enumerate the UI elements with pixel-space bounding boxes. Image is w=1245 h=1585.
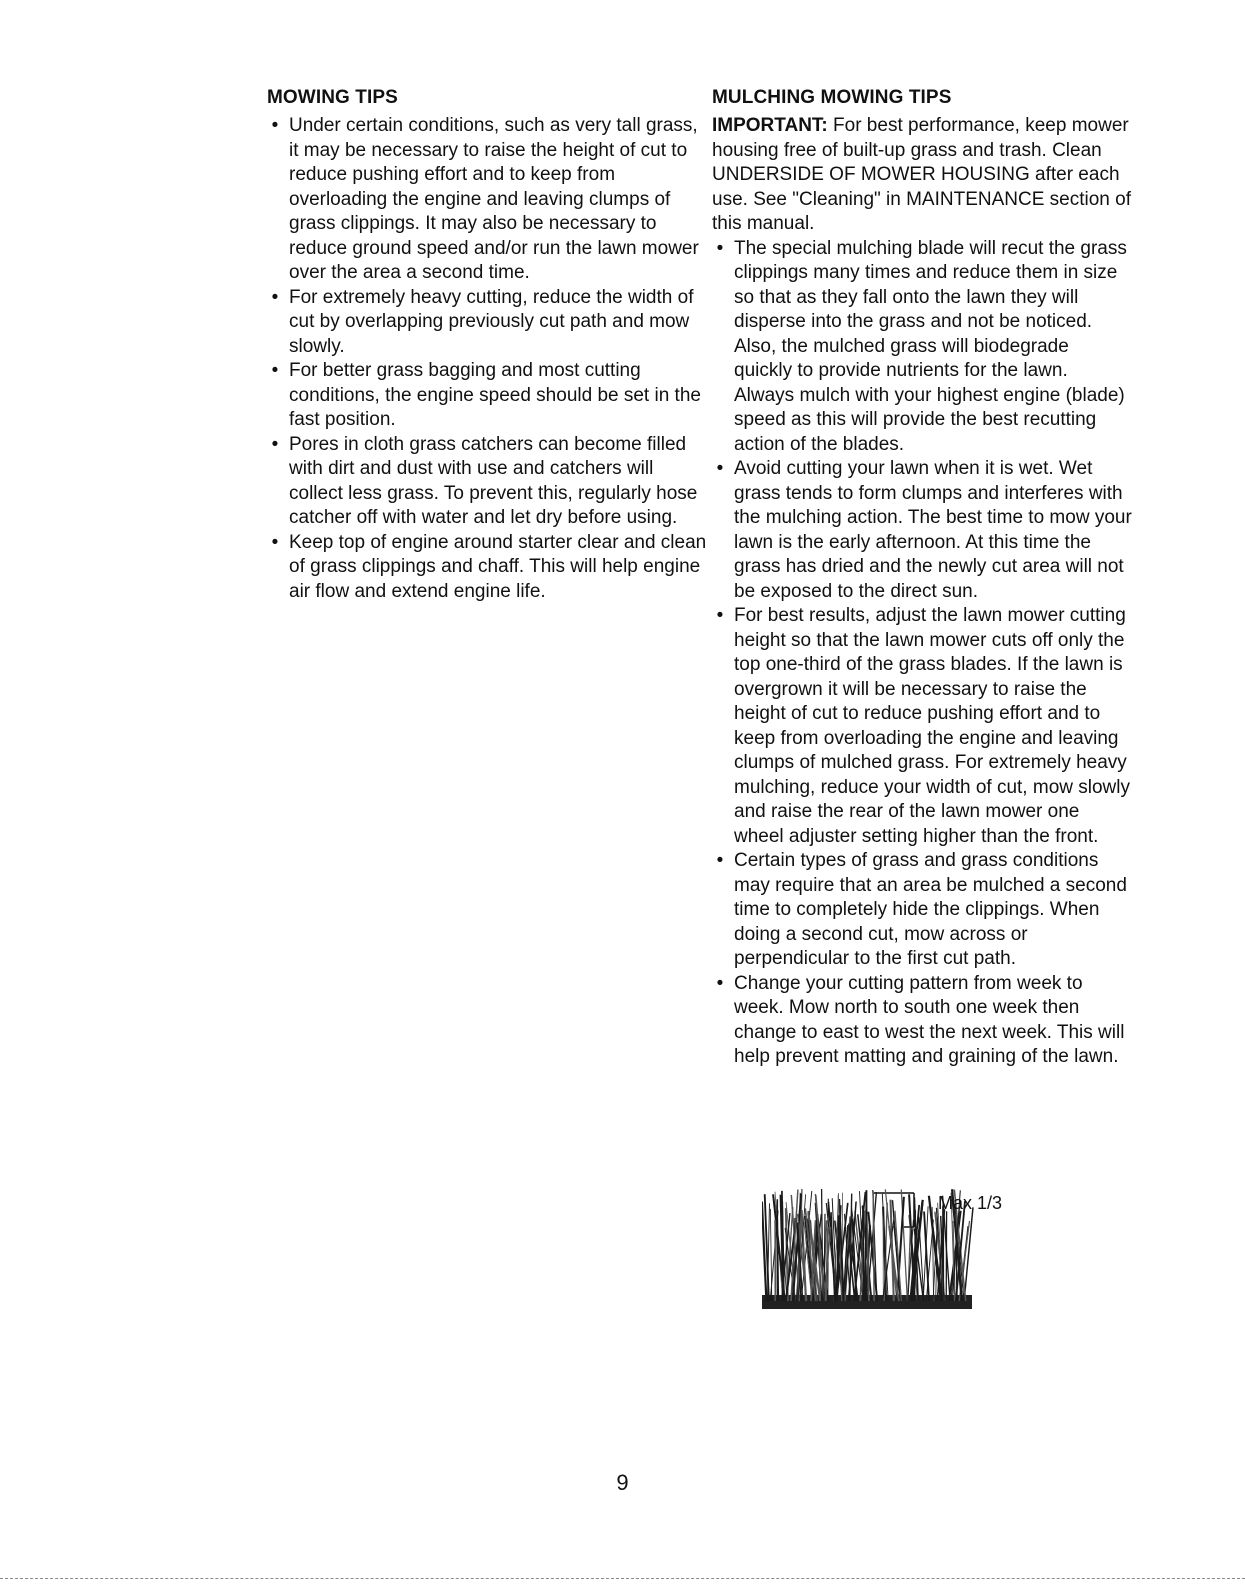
grass-height-illustration xyxy=(762,1183,1022,1323)
list-item-text: The special mulching blade will recut the grass clippings many times and reduce them in size so that as they fall onto the lawn they will disperse into the grass and not be noticed. Also, the mulched grass will biodegrade quickly to provide nutrients for the lawn. Always mulch with your highest engine (blade) speed as this will provide the best recutting action of the blades. xyxy=(734,237,1127,455)
list-item xyxy=(712,457,1132,604)
mulching-tips-list xyxy=(712,237,1132,1070)
page-number: 9 xyxy=(616,1470,629,1495)
bullet-icon: • xyxy=(716,458,724,479)
list-item xyxy=(267,433,712,531)
bullet-icon: • xyxy=(271,531,279,553)
bullet-icon: • xyxy=(716,237,724,259)
important-note xyxy=(712,114,1132,237)
list-item xyxy=(712,604,1132,849)
list-item-text: For best results, adjust the lawn mower cutting height so that the lawn mower cuts off only the top one-third of the grass blades. If the lawn is overgrown it will be necessary to raise the height of cut to reduce pushing effort and to keep from overloading the engine and leaving clumps of mulched grass. For extremely heavy mulching, reduce your width of cut, mow slowly and raise the rear of the lawn mower one wheel adjuster setting higher than the front. xyxy=(734,605,1130,847)
bullet-icon: • xyxy=(271,286,279,308)
grass-blade xyxy=(824,1214,825,1301)
bullet-icon: • xyxy=(716,850,724,871)
list-item xyxy=(267,114,712,286)
grass-blade xyxy=(863,1205,864,1301)
list-item-text: For extremely heavy cutting, reduce the width of cut by overlapping previously cut path and mow slowly. xyxy=(289,286,694,357)
list-item-text: Under certain conditions, such as very tall grass, it may be necessary to raise the height of cut to reduce pushing effort and to keep from overloading the engine and leaving clumps of grass clippings. It may also be necessary to reduce ground speed and/or run the lawn mower over the area a second time. xyxy=(289,115,699,283)
mowing-tips-heading: MOWING TIPS xyxy=(267,87,398,108)
mowing-tips-section xyxy=(267,86,712,604)
list-item-text: Keep top of engine around starter clear and clean of grass clippings and chaff. This will help engine air flow and extend engine life. xyxy=(289,531,707,602)
bullet-icon: • xyxy=(716,605,724,626)
mulching-tips-section xyxy=(712,86,1132,1070)
grass-blade xyxy=(901,1190,907,1302)
important-label: IMPORTANT: xyxy=(712,115,828,136)
list-item xyxy=(267,531,712,605)
list-item-text: Certain types of grass and grass conditions may require that an area be mulched a second time to completely hide the clippings. When doing a second cut, mow across or perpendicular to the first cut path. xyxy=(734,850,1127,969)
max-one-third-label: Max 1/3 xyxy=(938,1193,1003,1213)
bullet-icon: • xyxy=(716,972,724,994)
grass-blade xyxy=(850,1194,852,1301)
list-item-text: Avoid cutting your lawn when it is wet. Wet grass tends to form clumps and interferes with the mulching action. The best time to mow your lawn is the early afternoon. At this time the grass has dried and the newly cut area will not be exposed to the direct sun. xyxy=(734,458,1132,602)
list-item xyxy=(712,237,1132,458)
list-item xyxy=(267,286,712,360)
list-item-text: For better grass bagging and most cutting conditions, the engine speed should be set in the fast position. xyxy=(289,360,701,430)
list-item xyxy=(712,849,1132,972)
mulching-tips-heading: MULCHING MOWING TIPS xyxy=(712,87,952,108)
list-item-text: Pores in cloth grass catchers can become filled with dirt and dust with use and catchers will collect less grass. To prevent this, regularly hose catcher off with water and let dry before using. xyxy=(289,433,698,528)
page-bottom-rule xyxy=(0,1578,1245,1579)
mowing-tips-list xyxy=(267,114,712,604)
bullet-icon: • xyxy=(271,360,279,381)
grass-blade xyxy=(873,1191,874,1301)
list-item xyxy=(712,972,1132,1070)
bullet-icon: • xyxy=(271,433,279,455)
important-text: For best performance, keep mower housing free of built-up grass and trash. Clean UNDERSIDE OF MOWER HOUSING after each use. See "Cleaning" in MAINTENANCE section of this manual. xyxy=(712,115,1132,234)
list-item xyxy=(267,359,712,433)
bullet-icon: • xyxy=(271,115,279,136)
grass-blade xyxy=(924,1212,929,1302)
list-item-text: Change your cutting pattern from week to week. Mow north to south one week then change to east to west the next week. This will help prevent matting and graining of the lawn. xyxy=(734,972,1125,1067)
